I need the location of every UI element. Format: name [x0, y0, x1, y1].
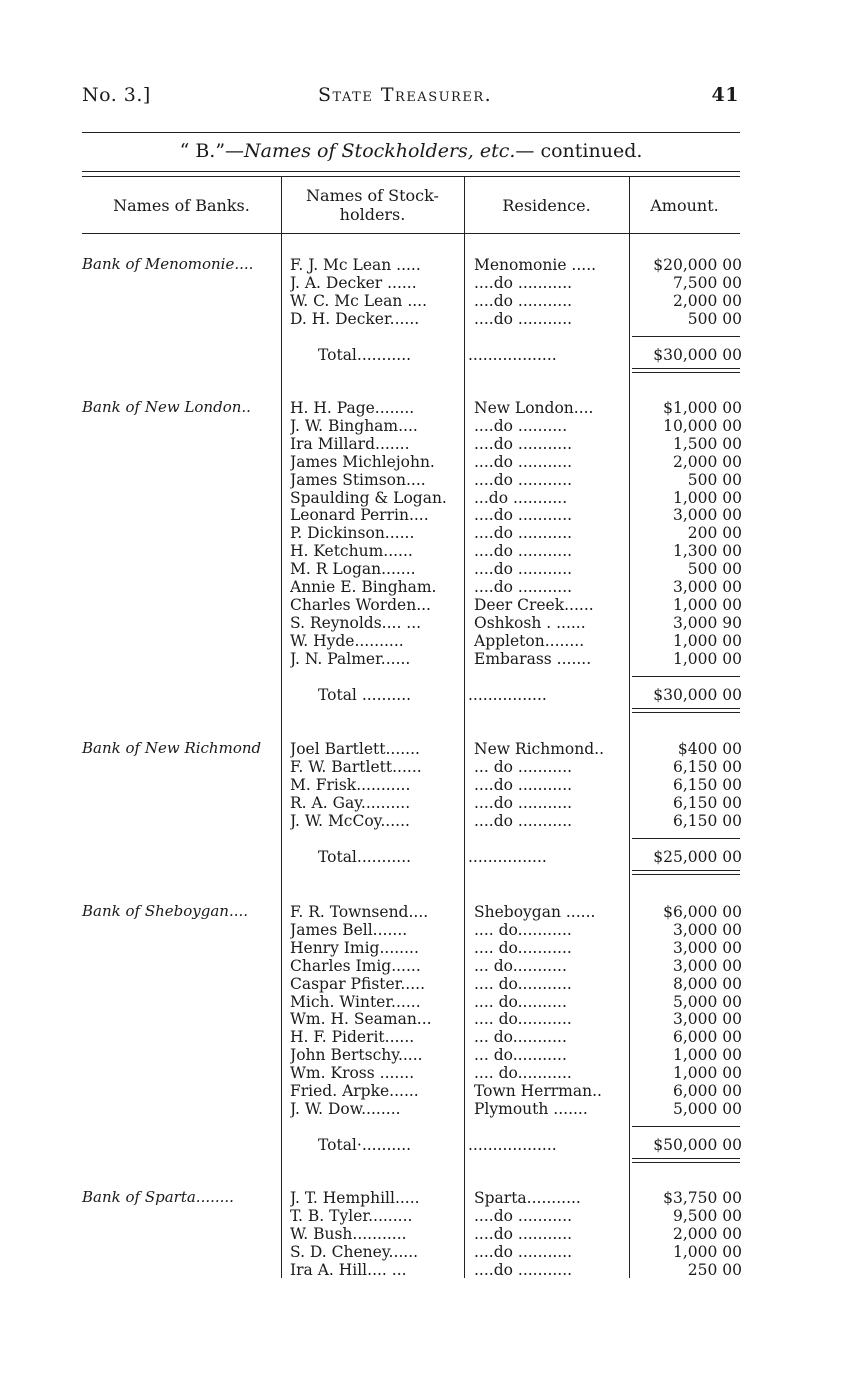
total-amount: $25,000 00 — [653, 847, 742, 866]
page-number: 41 — [711, 84, 739, 106]
stockholder-name: Wm. Kross ....... — [290, 1064, 415, 1083]
bank-name: Bank of Sparta........ — [82, 1188, 234, 1206]
amount-cell: 1,000 00 — [672, 1064, 742, 1083]
residence-cell: ....do ........... — [474, 811, 573, 830]
stockholder-name: M. Frisk........... — [290, 775, 411, 794]
stockholder-name: P. Dickinson...... — [290, 524, 415, 543]
total-double-rule-2 — [632, 874, 740, 875]
stockholder-name: J. W. Dow........ — [290, 1099, 401, 1118]
stockholder-name: J. W. Bingham.... — [290, 416, 418, 435]
stockholder-name: S. Reynolds.... ... — [290, 613, 422, 632]
amount-cell: 5,000 00 — [672, 1099, 742, 1118]
total-double-rule-2 — [632, 372, 740, 373]
caption-rule-2 — [82, 176, 740, 177]
residence-cell: .... do........... — [474, 920, 572, 939]
total-label: Total........... — [318, 847, 412, 866]
stockholder-name: James Bell....... — [290, 920, 408, 939]
residence-cell: ....do ........... — [474, 1206, 573, 1225]
page-header-title: State Treasurer. — [318, 84, 493, 106]
amount-cell: 3,000 00 — [672, 578, 742, 596]
residence-cell: ....do ........... — [474, 434, 573, 453]
total-double-rule-2 — [632, 1162, 740, 1163]
residence-cell: Oshkosh . ...... — [474, 613, 586, 632]
stockholder-name: J. T. Hemphill..... — [290, 1189, 420, 1207]
column-divider-2 — [464, 176, 465, 1278]
column-header-bank: Names of Banks. — [113, 196, 250, 215]
residence-cell: Sheboygan ...... — [474, 903, 596, 921]
residence-cell: .... do.......... — [474, 992, 567, 1011]
residence-cell: Appleton........ — [474, 631, 585, 650]
total-amount: $50,000 00 — [653, 1135, 742, 1154]
residence-cell: ....do ........... — [474, 309, 573, 328]
stockholder-name: Caspar Pfister..... — [290, 974, 426, 993]
residence-cell: ....do ........... — [474, 1260, 573, 1279]
amount-cell: 1,000 00 — [672, 1242, 742, 1261]
caption-rule-1 — [82, 171, 740, 172]
stockholder-name: Joel Bartlett....... — [290, 740, 420, 758]
amount-cell: $3,750 00 — [663, 1189, 742, 1207]
total-label: Total........... — [318, 345, 412, 364]
amount-cell: 200 00 — [687, 524, 742, 543]
stockholder-name: Leonard Perrin.... — [290, 506, 429, 525]
residence-cell: ....do ........... — [474, 470, 573, 489]
total-leader: ................ — [468, 847, 547, 866]
residence-cell: .... do........... — [474, 974, 572, 993]
amount-cell: 1,000 00 — [672, 488, 742, 507]
amount-cell: $400 00 — [677, 740, 742, 758]
stockholder-name: Spaulding & Logan. — [290, 488, 447, 507]
residence-cell: New London.... — [474, 399, 594, 417]
amount-cell: 6,000 00 — [672, 1082, 742, 1100]
amount-cell: 1,500 00 — [672, 434, 742, 453]
stockholder-name: M. R Logan....... — [290, 560, 416, 579]
residence-cell: ....do ........... — [474, 542, 573, 561]
amount-cell: 1,000 00 — [672, 595, 742, 614]
residence-cell: ....do ........... — [474, 560, 573, 579]
stockholder-name: James Stimson.... — [290, 470, 426, 489]
residence-cell: ... do........... — [474, 1046, 567, 1065]
amount-cell: 6,150 00 — [672, 793, 742, 812]
bank-name: Bank of New Richmond — [82, 739, 262, 757]
amount-cell: 2,000 00 — [672, 291, 742, 310]
total-double-rule-1 — [632, 1158, 740, 1159]
column-header-residence: Residence. — [502, 196, 591, 215]
amount-cell: 500 00 — [687, 560, 742, 579]
residence-cell: ....do .......... — [474, 416, 568, 435]
residence-cell: Deer Creek...... — [474, 595, 594, 614]
total-double-rule-1 — [632, 368, 740, 369]
residence-cell: ....do ........... — [474, 793, 573, 812]
amount-cell: 1,300 00 — [672, 542, 742, 561]
stockholder-name: Annie E. Bingham. — [290, 578, 437, 596]
stockholder-name: John Bertschy..... — [290, 1046, 423, 1065]
residence-cell: Sparta........... — [474, 1189, 581, 1207]
stockholder-name: Henry Imig........ — [290, 938, 419, 957]
stockholder-name: F. J. Mc Lean ..... — [290, 256, 421, 274]
amount-cell: 9,500 00 — [672, 1206, 742, 1225]
stockholder-name: H. H. Page........ — [290, 399, 415, 417]
stockholder-name: J. N. Palmer...... — [290, 649, 411, 668]
subtotal-rule — [632, 1126, 740, 1127]
header-underline — [82, 233, 740, 234]
amount-cell: 250 00 — [687, 1260, 742, 1279]
amount-cell: 6,150 00 — [672, 775, 742, 794]
amount-cell: 6,150 00 — [672, 811, 742, 830]
bank-name: Bank of Menomonie.... — [82, 255, 254, 273]
total-amount: $30,000 00 — [653, 345, 742, 364]
residence-cell: ....do ........... — [474, 578, 573, 596]
stockholder-name: D. H. Decker...... — [290, 309, 420, 328]
subtotal-rule — [632, 676, 740, 677]
amount-cell: 3,000 00 — [672, 938, 742, 957]
residence-cell: Plymouth ....... — [474, 1099, 588, 1118]
amount-cell: $20,000 00 — [653, 256, 742, 274]
column-divider-3 — [629, 176, 630, 1278]
amount-cell: 1,000 00 — [672, 649, 742, 668]
residence-cell: .... do........... — [474, 1010, 572, 1029]
residence-cell: ... do ........... — [474, 757, 573, 776]
column-divider-1 — [281, 176, 282, 1278]
amount-cell: 1,000 00 — [672, 631, 742, 650]
column-header-amount: Amount. — [650, 196, 719, 215]
stockholder-name: T. B. Tyler......... — [290, 1206, 413, 1225]
stockholder-name: Mich. Winter...... — [290, 992, 421, 1011]
stockholder-name: F. R. Townsend.... — [290, 903, 429, 921]
column-header-stockholders: Names of Stock-holders. — [306, 186, 439, 224]
residence-cell: .... do........... — [474, 938, 572, 957]
stockholder-name: S. D. Cheney...... — [290, 1242, 419, 1261]
amount-cell: 2,000 00 — [672, 1224, 742, 1243]
amount-cell: 7,500 00 — [672, 273, 742, 292]
stockholder-name: W. C. Mc Lean .... — [290, 291, 428, 310]
stockholder-name: H. Ketchum...... — [290, 542, 413, 561]
subtotal-rule — [632, 838, 740, 839]
total-double-rule-1 — [632, 708, 740, 709]
caption-italic: Names of Stockholders, etc. — [244, 140, 516, 162]
stockholder-name: F. W. Bartlett...... — [290, 757, 422, 776]
total-amount: $30,000 00 — [653, 685, 742, 704]
residence-cell: Town Herrman.. — [474, 1082, 602, 1100]
total-leader: .................. — [468, 345, 557, 364]
stockholder-name: J. W. McCoy...... — [290, 811, 410, 830]
amount-cell: 3,000 00 — [672, 506, 742, 525]
stockholder-name: Charles Imig...... — [290, 956, 421, 975]
residence-cell: ...do ........... — [474, 488, 568, 507]
residence-cell: Embarass ....... — [474, 649, 592, 668]
stockholder-name: Fried. Arpke...... — [290, 1082, 419, 1100]
subtotal-rule — [632, 336, 740, 337]
amount-cell: 3,000 00 — [672, 956, 742, 975]
caption-suffix: — continued. — [515, 140, 643, 162]
amount-cell: 6,000 00 — [672, 1028, 742, 1047]
residence-cell: ....do ........... — [474, 524, 573, 543]
residence-cell: ....do ........... — [474, 506, 573, 525]
stockholder-name: H. F. Piderit...... — [290, 1028, 415, 1047]
residence-cell: Menomonie ..... — [474, 256, 597, 274]
residence-cell: ....do ........... — [474, 775, 573, 794]
residence-cell: ....do ........... — [474, 1242, 573, 1261]
residence-cell: New Richmond.. — [474, 740, 605, 758]
residence-cell: ....do ........... — [474, 452, 573, 471]
amount-cell: $1,000 00 — [663, 399, 742, 417]
total-leader: .................. — [468, 1135, 557, 1154]
total-double-rule-2 — [632, 712, 740, 713]
amount-cell: 6,150 00 — [672, 757, 742, 776]
bank-name: Bank of New London.. — [82, 398, 251, 416]
residence-cell: ....do ........... — [474, 291, 573, 310]
residence-cell: .... do........... — [474, 1064, 572, 1083]
stockholder-name: Ira A. Hill.... ... — [290, 1260, 407, 1279]
amount-cell: 3,000 90 — [672, 613, 742, 632]
stockholder-name: Wm. H. Seaman... — [290, 1010, 432, 1029]
amount-cell: 5,000 00 — [672, 992, 742, 1011]
amount-cell: 10,000 00 — [663, 416, 742, 435]
caption-prefix: “ B.”— — [179, 140, 245, 162]
stockholder-name: Charles Worden... — [290, 595, 431, 614]
bank-name: Bank of Sheboygan.... — [82, 902, 249, 920]
total-leader: ................ — [468, 685, 547, 704]
amount-cell: 2,000 00 — [672, 452, 742, 471]
amount-cell: $6,000 00 — [663, 903, 742, 921]
residence-cell: ... do........... — [474, 956, 567, 975]
stockholder-name: Ira Millard....... — [290, 434, 410, 453]
amount-cell: 3,000 00 — [672, 920, 742, 939]
total-label: Total·.......... — [318, 1135, 412, 1154]
amount-cell: 3,000 00 — [672, 1010, 742, 1029]
amount-cell: 8,000 00 — [672, 974, 742, 993]
stockholder-name: J. A. Decker ...... — [290, 273, 417, 292]
residence-cell: ....do ........... — [474, 273, 573, 292]
stockholder-name: James Michlejohn. — [290, 452, 435, 471]
stockholder-name: W. Hyde.......... — [290, 631, 404, 650]
amount-cell: 1,000 00 — [672, 1046, 742, 1065]
total-double-rule-1 — [632, 870, 740, 871]
amount-cell: 500 00 — [687, 470, 742, 489]
page-header-left: No. 3.] — [82, 84, 151, 106]
residence-cell: ....do ........... — [474, 1224, 573, 1243]
header-rule — [82, 132, 740, 133]
stockholder-name: W. Bush........... — [290, 1224, 407, 1243]
amount-cell: 500 00 — [687, 309, 742, 328]
stockholder-name: R. A. Gay.......... — [290, 793, 411, 812]
residence-cell: ... do........... — [474, 1028, 567, 1047]
total-label: Total .......... — [318, 685, 412, 704]
table-caption — [82, 140, 740, 162]
